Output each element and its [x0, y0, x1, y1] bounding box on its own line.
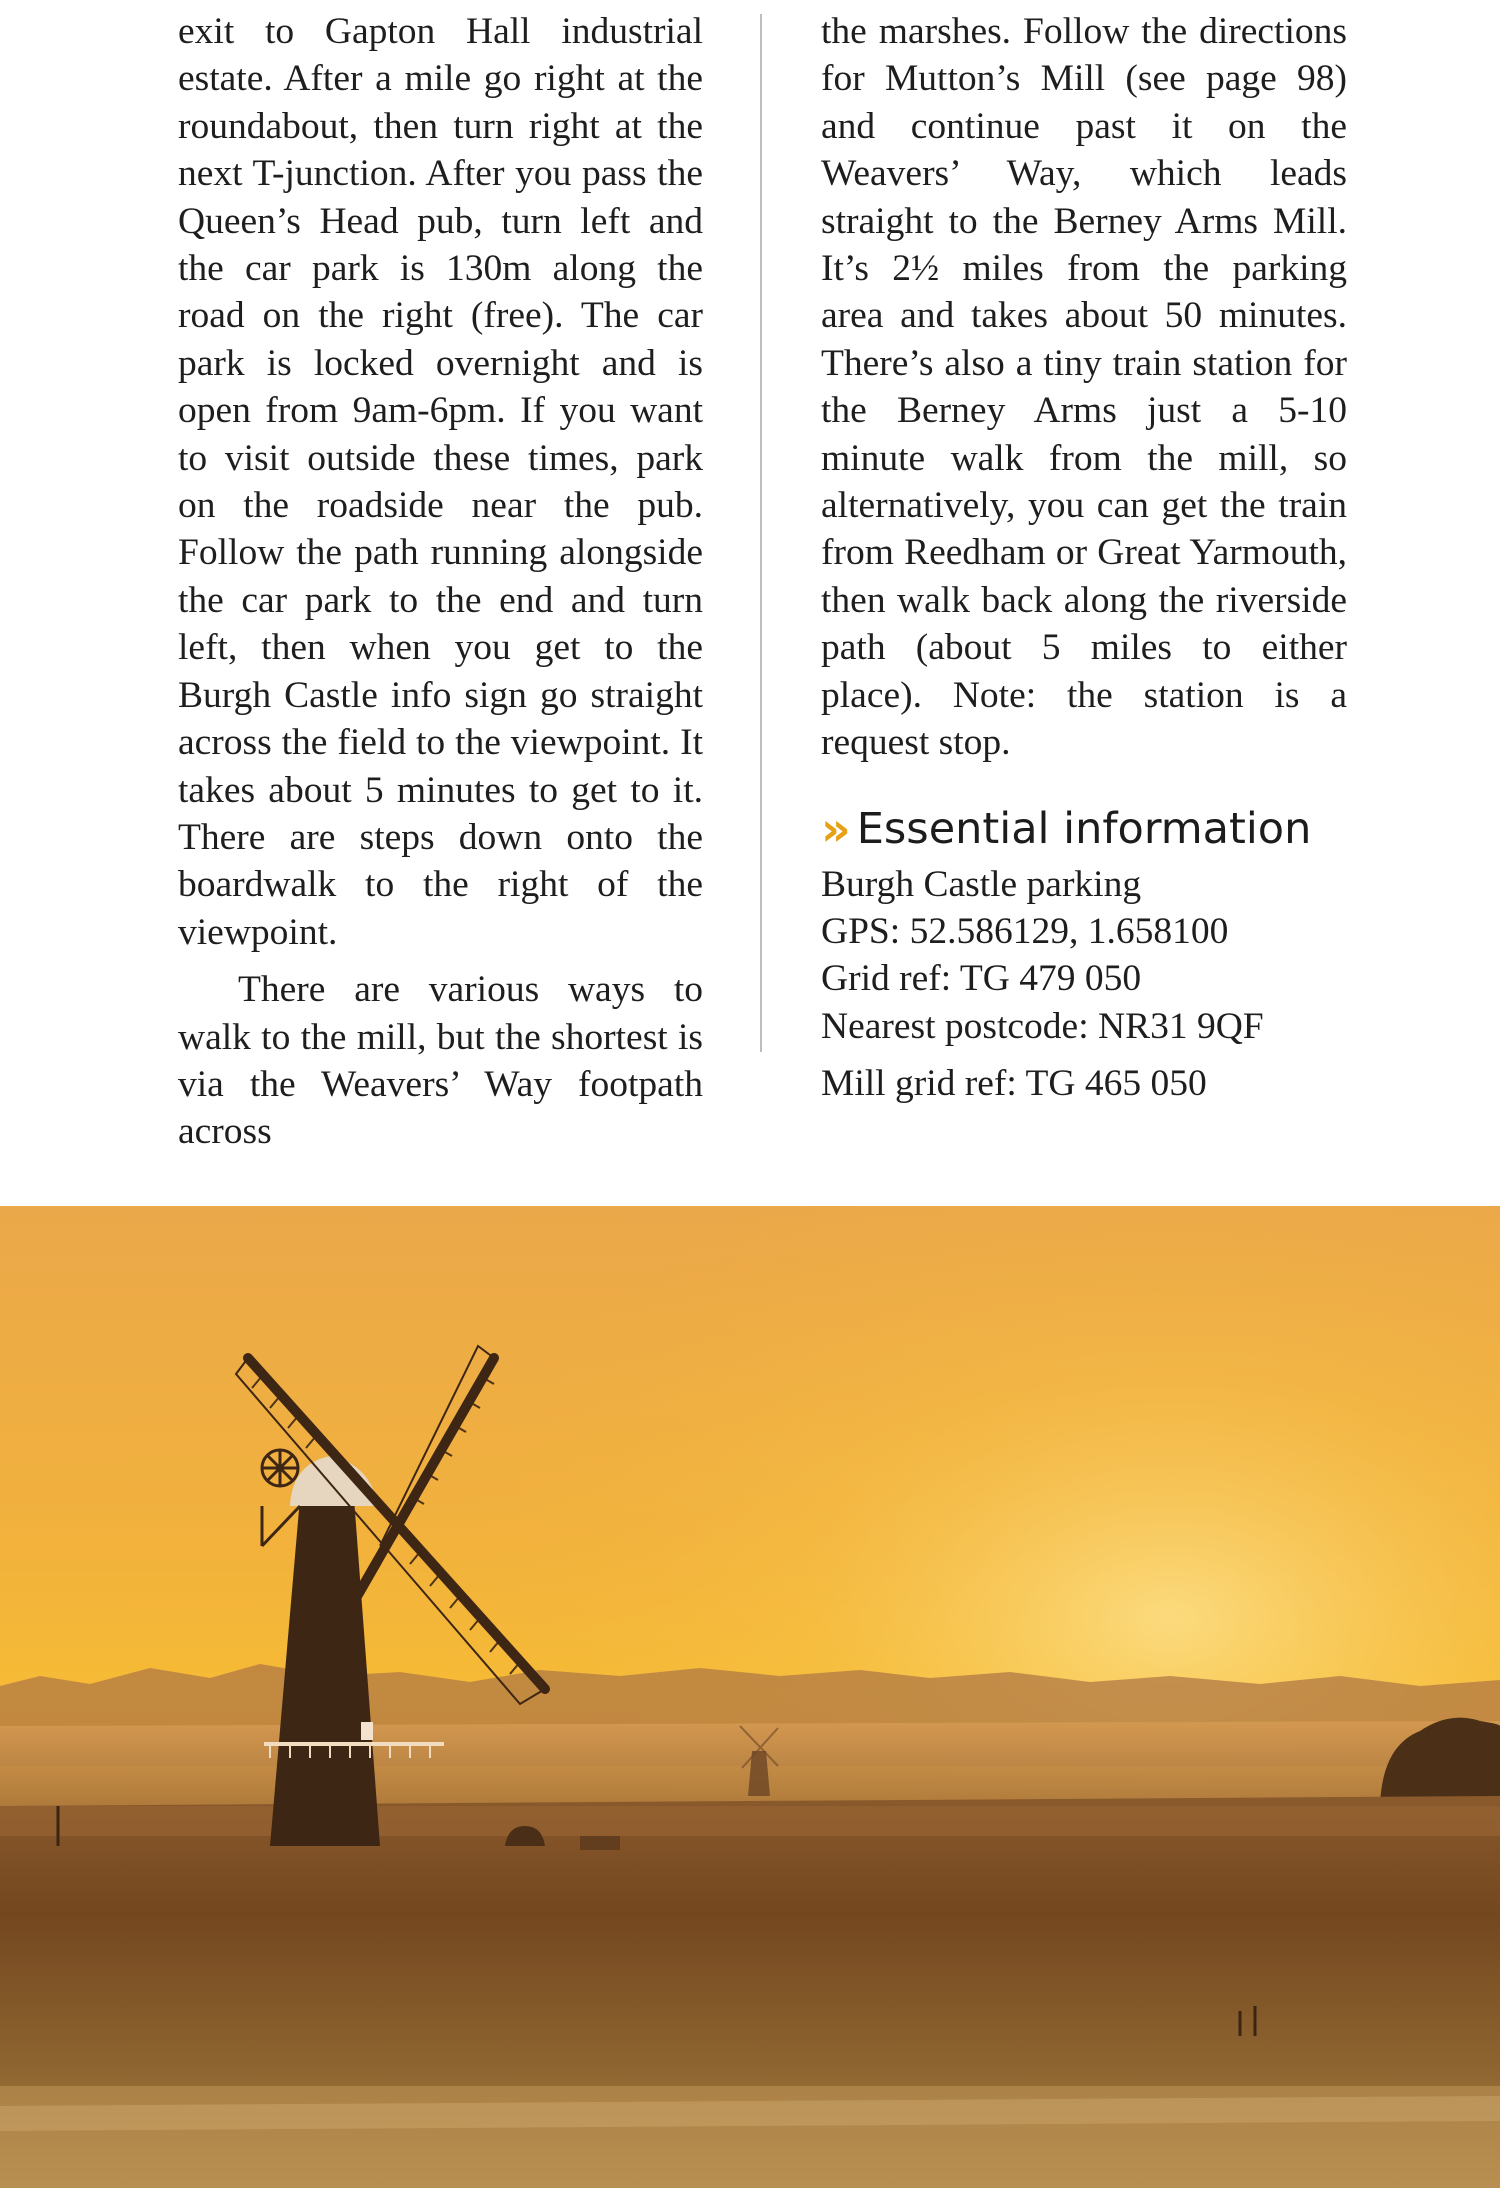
- info-postcode: Nearest postcode: NR31 9QF: [821, 1005, 1264, 1047]
- body-paragraph: the marshes. Follow the directions for Mutton’s Mill (see page 98) and continue past it on the Weavers’ Way, which leads straight to the Berney Arms Mill. It’s 2½ miles from the parking area and takes about 50 minutes. There’s also a tiny train station for the Berney Arms just a 5-10 minute walk from the mill, so alternatively, you can get the train from Reedham or Great Yarmouth, then walk back along the riverside path (about 5 miles to either place). Note: the station is a request stop.: [821, 11, 1347, 764]
- info-parking: Burgh Castle parking: [821, 863, 1142, 905]
- essential-info-list: [821, 861, 1347, 1108]
- info-grid-ref: Grid ref: TG 479 050: [821, 958, 1142, 1000]
- body-paragraph: exit to Gapton Hall industrial estate. After a mile go right at the roundabout, then turn right at the next T-junction. After you pass the Queen’s Head pub, turn left and the car park is 130m along the road on the right (free). The car park is locked overnight and is open from 9am-6pm. If you want to visit outside these times, park on the roadside near the pub. Follow the path running alongside the car park to the end and turn left, then when you get to the Burgh Castle info sign go straight across the field to the viewpoint. It takes about 5 minutes to get to it. There are steps down onto the boardwalk to the right of the viewpoint.: [178, 11, 703, 953]
- left-text-column: [178, 8, 703, 1156]
- info-mill-grid-ref: Mill grid ref: TG 465 050: [821, 1063, 1207, 1105]
- right-text-column: [821, 8, 1347, 1108]
- essential-info-heading: [821, 801, 1347, 857]
- essential-info-title: Essential information: [856, 803, 1312, 854]
- body-paragraph: There are various ways to walk to the mill, but the shortest is via the Weavers’ Way footpath across: [178, 969, 703, 1153]
- column-divider: [760, 14, 762, 1052]
- chevron-right-icon: »: [821, 801, 845, 856]
- windmill-sunset-photo: [0, 1206, 1500, 2188]
- info-gps: GPS: 52.586129, 1.658100: [821, 910, 1229, 952]
